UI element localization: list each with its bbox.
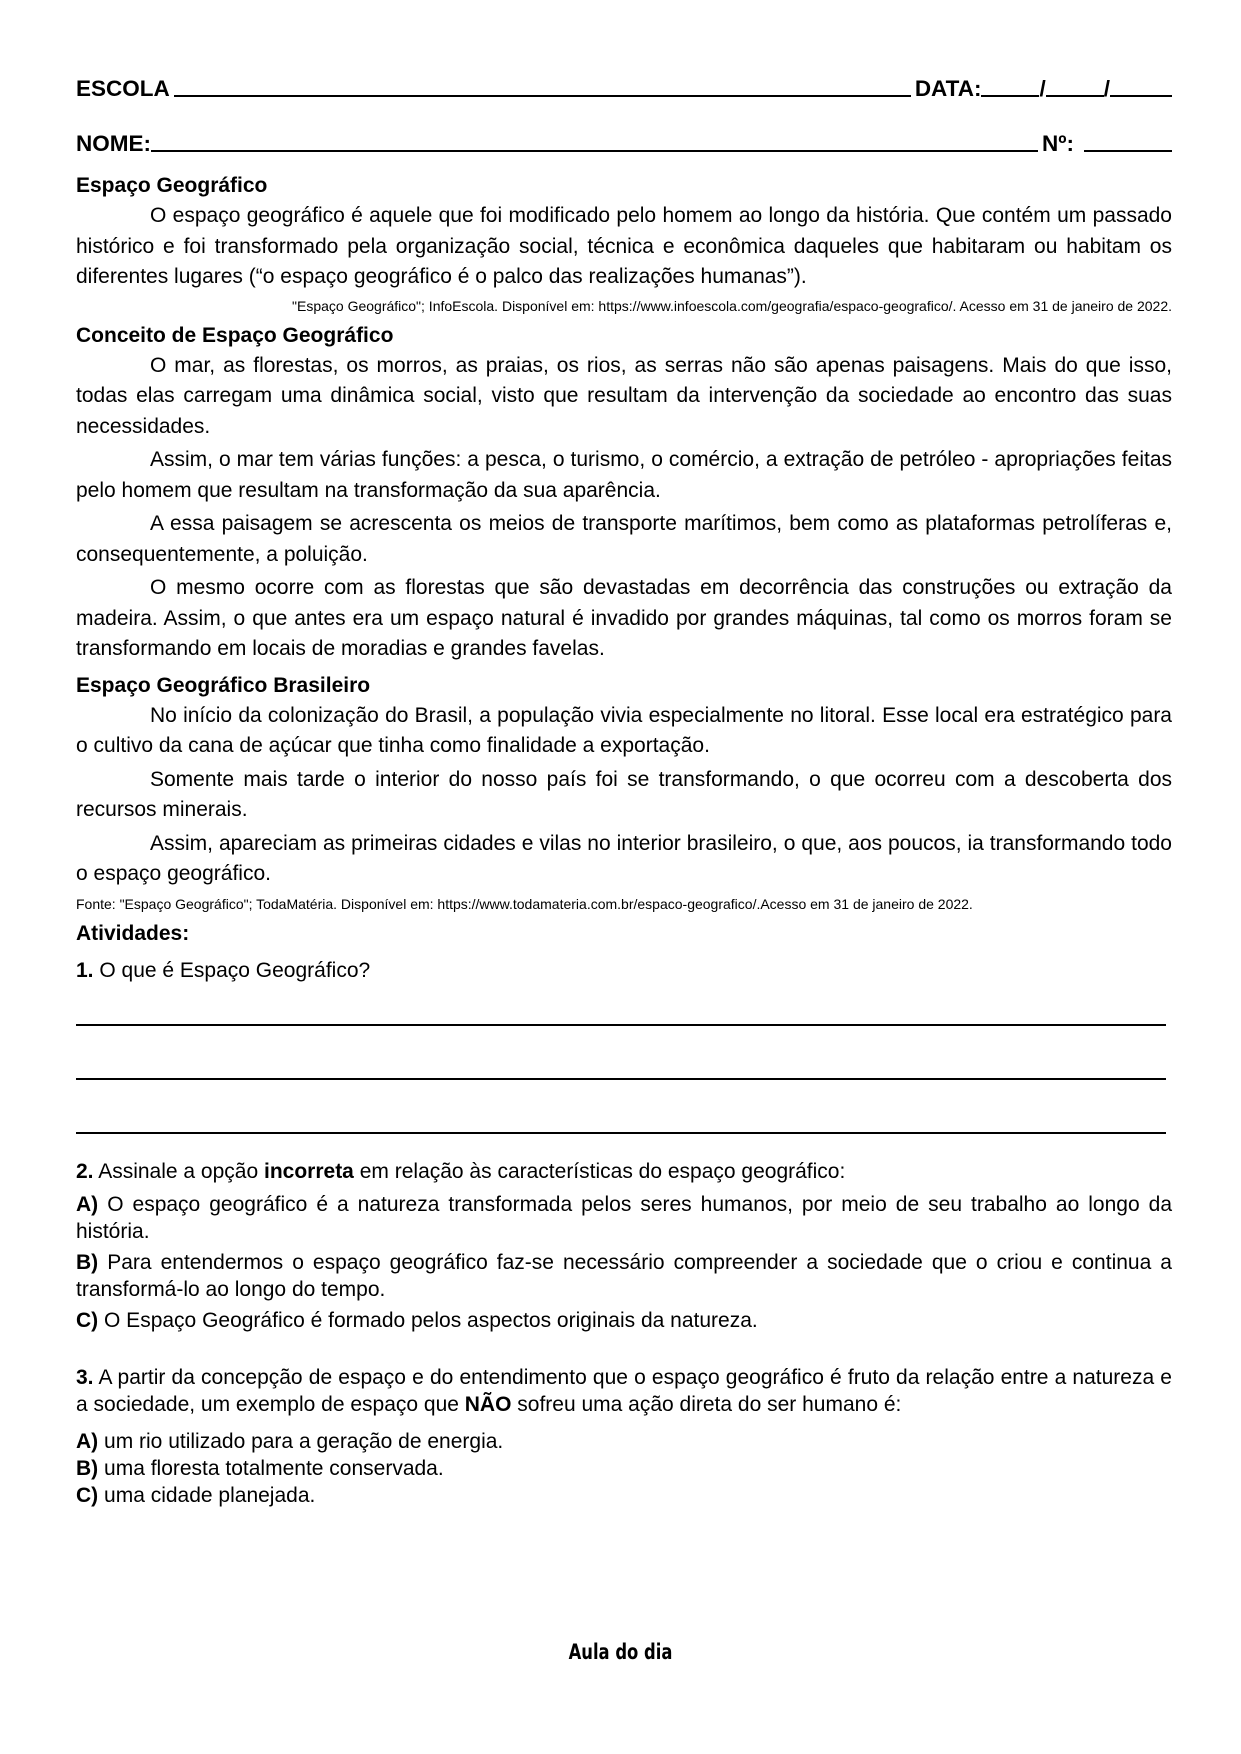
answer-line[interactable] (76, 1024, 1166, 1026)
date-separator: / (1039, 76, 1046, 101)
paragraph: Assim, o mar tem várias funções: a pesca, o turismo, o comércio, a extração de petróleo - apropriações feitas pelo homem que resultam na transformação da sua aparência. (76, 448, 1172, 502)
question-text: sofreu uma ação direta do ser humano é: (517, 1392, 902, 1416)
citation: Fonte: "Espaço Geográfico"; TodaMatéria. Disponível em: https://www.todamateria.com.br/espaco-geografico/.Acesso em 31 de janeiro de 2022. (76, 895, 973, 912)
header-name-row (76, 125, 1172, 157)
header-school-row (76, 70, 1172, 102)
option-c[interactable] (76, 1482, 1172, 1509)
question-text: A partir da concepção de espaço e do entendimento que o espaço geográfico é fruto da relação entre a natureza e a sociedade, um exemplo de espaço que (76, 1365, 1172, 1416)
option-text: uma floresta totalmente conservada. (104, 1456, 444, 1480)
option-letter: C) (76, 1308, 99, 1332)
section-espaco-geografico (76, 171, 1172, 315)
question-emphasis: NÃO (464, 1392, 512, 1416)
option-a[interactable] (76, 1428, 1172, 1455)
activities-section (76, 919, 1172, 1509)
option-text: uma cidade planejada. (104, 1483, 316, 1507)
name-label: NOME: (76, 131, 151, 156)
paragraph: No início da colonização do Brasil, a população vivia especialmente no litoral. Esse local era estratégico para o cultivo da cana de açúcar que tinha como finalidade a exportação. (76, 703, 1172, 757)
paragraph: Somente mais tarde o interior do nosso país foi se transformando, o que ocorreu com a descoberta dos recursos minerais. (76, 767, 1172, 821)
date-month-blank[interactable] (1046, 95, 1104, 97)
section-brasileiro (76, 671, 1172, 913)
worksheet-page (76, 70, 1172, 1509)
option-text: um rio utilizado para a geração de energia. (104, 1429, 504, 1453)
footer-label: Aula do dia (568, 1640, 673, 1664)
question-1 (76, 957, 1172, 984)
question-text: O que é Espaço Geográfico? (99, 958, 371, 982)
question-text: em relação às características do espaço geográfico: (359, 1159, 846, 1183)
question-3 (76, 1364, 1172, 1418)
question-2 (76, 1158, 1172, 1185)
option-letter: A) (76, 1192, 99, 1216)
answer-line[interactable] (76, 1078, 1166, 1080)
name-blank[interactable] (151, 150, 1038, 152)
answer-line[interactable] (76, 1132, 1166, 1134)
paragraph: Assim, apareciam as primeiras cidades e vilas no interior brasileiro, o que, aos poucos, ia transformando todo o espaço geográfico. (76, 831, 1172, 885)
number-label: Nº: (1042, 131, 1074, 156)
option-letter: A) (76, 1429, 99, 1453)
option-b[interactable] (76, 1249, 1172, 1303)
date-day-blank[interactable] (981, 95, 1039, 97)
date-year-blank[interactable] (1110, 95, 1172, 97)
question-number: 1. (76, 958, 94, 982)
option-letter: B) (76, 1250, 99, 1274)
section-conceito (76, 321, 1172, 665)
section-title: Conceito de Espaço Geográfico (76, 323, 394, 347)
option-text: O Espaço Geográfico é formado pelos aspectos originais da natureza. (104, 1308, 758, 1332)
section-title: Espaço Geográfico Brasileiro (76, 673, 371, 697)
option-text: Para entendermos o espaço geográfico faz-se necessário compreender a sociedade que o criou e continua a transformá-lo ao longo do tempo. (76, 1250, 1172, 1301)
option-c[interactable] (76, 1307, 1172, 1334)
option-a[interactable] (76, 1191, 1172, 1245)
option-letter: B) (76, 1456, 99, 1480)
question-text: Assinale a opção (98, 1159, 259, 1183)
option-text: O espaço geográfico é a natureza transformada pelos seres humanos, por meio de seu trabalho ao longo da história. (76, 1192, 1172, 1243)
option-letter: C) (76, 1483, 99, 1507)
paragraph: A essa paisagem se acrescenta os meios de transporte marítimos, bem como as plataformas petrolíferas e, consequentemente, a poluição. (76, 512, 1172, 566)
citation: "Espaço Geográfico"; InfoEscola. Disponível em: https://www.infoescola.com/geografia/espaco-geografico/. Acesso em 31 de janeiro de 2022. (292, 297, 1172, 314)
option-b[interactable] (76, 1455, 1172, 1482)
school-blank[interactable] (174, 95, 911, 97)
paragraph: O mesmo ocorre com as florestas que são devastadas em decorrência das construções ou extração da madeira. Assim, o que antes era um espaço natural é invadido por grandes máquinas, tal como os morros foram se transformando em locais de moradias e grandes favelas. (76, 576, 1172, 660)
date-label: DATA: (914, 76, 982, 101)
activities-title: Atividades: (76, 921, 190, 945)
paragraph: O mar, as florestas, os morros, as praias, os rios, as serras não são apenas paisagens. Mais do que isso, todas elas carregam uma dinâmica social, visto que resultam da intervenção da sociedade ao encontro das suas necessidades. (76, 353, 1172, 438)
paragraph: O espaço geográfico é aquele que foi modificado pelo homem ao longo da história. Que contém um passado histórico e foi transformado pela organização social, técnica e econômica daqueles que habitaram ou habitam os diferentes lugares (“o espaço geográfico é o palco das realizações humanas”). (76, 204, 1172, 288)
question-number: 3. (76, 1365, 94, 1389)
question-emphasis: incorreta (264, 1159, 354, 1183)
section-title: Espaço Geográfico (76, 174, 268, 197)
question-number: 2. (76, 1159, 94, 1183)
school-label: ESCOLA (76, 76, 170, 101)
number-blank[interactable] (1084, 150, 1172, 152)
date-separator: / (1103, 76, 1110, 101)
